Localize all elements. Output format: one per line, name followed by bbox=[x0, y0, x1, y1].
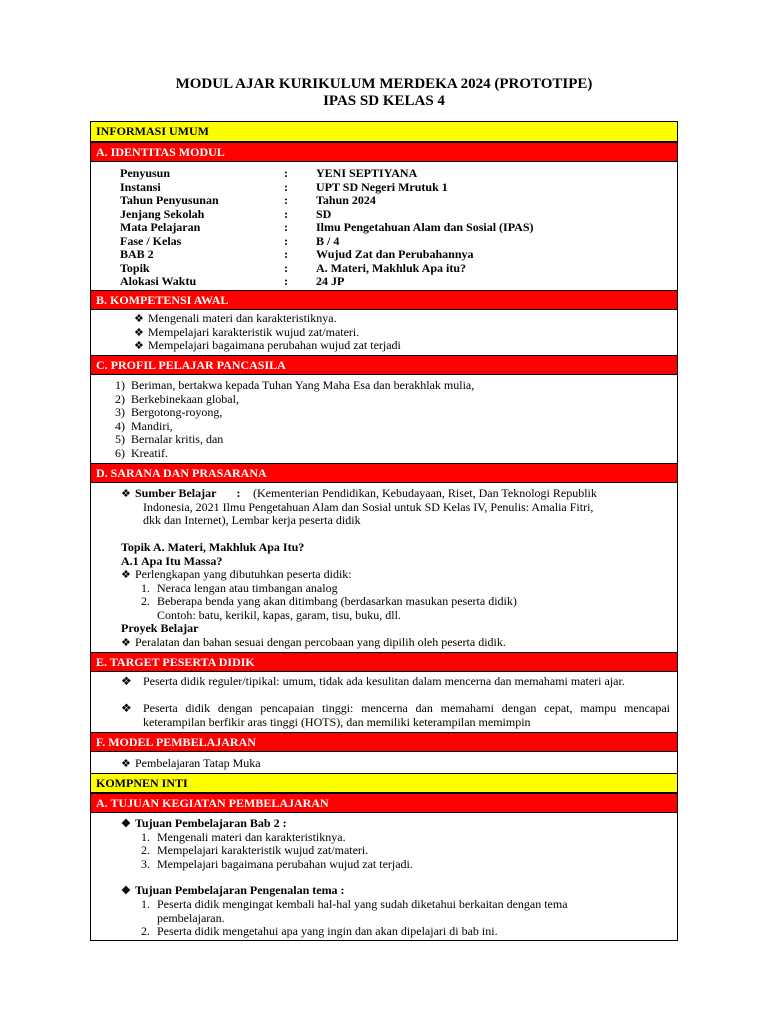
section-informasi-umum: INFORMASI UMUM bbox=[91, 122, 677, 142]
sumber-belajar-line: dkk dan Internet), Lembar kerja peserta didik bbox=[143, 513, 361, 527]
contoh-text: Contoh: batu, kerikil, kapas, garam, tisu, buku, dll. bbox=[157, 607, 401, 622]
diamond-bullet-icon: ❖ bbox=[134, 313, 144, 325]
list-item: 3) Bergotong-royong, bbox=[115, 405, 223, 419]
list-item: 5) Bernalar kritis, dan bbox=[115, 432, 224, 446]
module-table: INFORMASI UMUM A. IDENTITAS MODUL Penyusun : YENI SEPTIYANA Instansi : UPT SD Negeri Mrutuk 1 Tahun Penyusunan : Tahun 2024 Jenjang Sekolah : SD Mata Pelajaran : Ilmu Pengetahuan Alam dan Sosial (IPAS) Fase / Kelas : B / 4 BAB 2 : Wujud Zat dan Perubahannya Topik : A. Materi, Makhluk Apa itu? Alokasi Waktu : 24 JP B. KOMPETENSI AWAL ❖ Mengenali materi dan karakteristiknya. ❖ Mempelajari karakteristik wujud zat/materi. ❖ Mempelajari bagaimana perubahan wujud zat terjadi C. PROFIL PELAJAR PANCASILA 1) Beriman, bertakwa kepada Tuhan Yang Maha Esa dan berakhlak mulia, 2) Berkebinekaan global, 3) Bergotong-royong, 4) Mandiri, 5) Bernalar kritis, dan 6) Kreatif. D. SARANA DAN PRASARANA ❖ Sumber Belajar : (Kementerian Pendidikan, Kebudayaan, Riset, Dan Teknologi Republik Indonesia, 2021 Ilmu Pengetahuan Alam dan Sosial untuk SD Kelas IV, Penulis: Amalia Fitri, dkk dan Internet), Lembar kerja peserta didik Topik A. Materi, Makhluk Apa Itu? A.1 Apa Itu Massa? ❖ Perlengkapan yang dibutuhkan peserta didik: 1. Neraca lengan atau timbangan analog 2. Beberapa benda yang akan ditimbang (berdasarkan masukan peserta didik) Contoh: batu, kerikil, kapas, garam, tisu, buku, dll. Proyek Belajar ❖ Peralatan dan bahan sesuai dengan percobaan yang dipilih oleh peserta didik. E. TARGET PESERTA DIDIK ❖ Peserta didik reguler/tipikal: umum, tidak ada kesulitan dalam mencerna dan memahami materi ajar. ❖ Peserta didik dengan pencapaian tinggi: mencerna dan memahami dengan cepat, mampu mencapai keterampilan berfikir aras tinggi (HOTS), dan memiliki keterampilan memimpin F. MODEL PEMBELAJARAN ❖ Pembelajaran Tatap Muka KOMPNEN INTI A. TUJUAN KEGIATAN PEMBELAJARAN ❖ Tujuan Pembelajaran Bab 2 : 1. Mengenali materi dan karakteristiknya. 2. Mempelajari karakteristik wujud zat/materi. 3. Mempelajari bagaimana perubahan wujud zat terjadi. ❖ Tujuan Pembelajaran Pengenalan tema : 1. Peserta didik mengingat kembali hal-hal yang sudah diketahui berkaitan dengan tema pembelajaran. 2. Peserta didik mengetahui apa yang ingin dan akan dipelajari di bab ini. bbox=[90, 121, 678, 941]
list-item: ❖ Mengenali materi dan karakteristiknya. bbox=[134, 311, 337, 325]
list-item: 2. Mempelajari karakteristik wujud zat/materi. bbox=[141, 843, 369, 857]
list-item: Peserta didik reguler/tipikal: umum, tidak ada kesulitan dalam mencerna dan memahami materi ajar. bbox=[143, 674, 625, 688]
diamond-bullet-icon: ❖ bbox=[121, 758, 131, 770]
section-model-pembelajaran: F. MODEL PEMBELAJARAN bbox=[91, 732, 677, 752]
list-item: 2. Peserta didik mengetahui apa yang ingin dan akan dipelajari di bab ini. bbox=[141, 924, 498, 938]
tujuan-bab-heading: ❖ Tujuan Pembelajaran Bab 2 : bbox=[121, 816, 287, 830]
diamond-bullet-icon: ❖ bbox=[121, 885, 131, 897]
proyek-heading: Proyek Belajar bbox=[121, 621, 199, 635]
section-kompetensi-awal: B. KOMPETENSI AWAL bbox=[91, 290, 677, 310]
list-item-continuation: pembelajaran. bbox=[157, 910, 225, 925]
list-item: ❖ Perlengkapan yang dibutuhkan peserta didik: bbox=[121, 567, 352, 581]
section-sarana-prasarana: D. SARANA DAN PRASARANA bbox=[91, 463, 677, 483]
diamond-bullet-icon: ❖ bbox=[121, 569, 131, 581]
list-item: Peserta didik dengan pencapaian tinggi: mencerna dan memahami dengan cepat, mampu mencapai keterampilan berfikir aras tinggi (HOTS), dan memiliki keterampilan memimpin bbox=[143, 701, 670, 729]
subtopik-heading: A.1 Apa Itu Massa? bbox=[121, 553, 223, 568]
list-item: ❖ Mempelajari karakteristik wujud zat/materi. bbox=[134, 324, 360, 339]
diamond-bullet-icon: ❖ bbox=[121, 636, 131, 649]
section-komponen-inti: KOMPNEN INTI bbox=[91, 773, 677, 793]
list-item: 6) Kreatif. bbox=[115, 445, 168, 460]
title-line-1: MODUL AJAR KURIKULUM MERDEKA 2024 (PROTOTIPE) bbox=[175, 76, 593, 92]
list-item: 1. Mengenali materi dan karakteristiknya. bbox=[141, 829, 346, 844]
section-tujuan-kegiatan: A. TUJUAN KEGIATAN PEMBELAJARAN bbox=[91, 793, 677, 813]
diamond-bullet-icon: ❖ bbox=[121, 674, 132, 688]
tujuan-tema-heading: ❖ Tujuan Pembelajaran Pengenalan tema : bbox=[121, 883, 345, 897]
diamond-bullet-icon: ❖ bbox=[121, 701, 132, 715]
sumber-belajar-line: ❖ Sumber Belajar : (Kementerian Pendidikan, Kebudayaan, Riset, Dan Teknologi Republik bbox=[121, 486, 597, 500]
diamond-bullet-icon: ❖ bbox=[121, 818, 131, 830]
diamond-bullet-icon: ❖ bbox=[134, 326, 144, 339]
list-item: ❖ Mempelajari bagaimana perubahan wujud zat terjadi bbox=[134, 338, 401, 352]
list-item: ❖ Pembelajaran Tatap Muka bbox=[121, 756, 261, 770]
list-item: 4) Mandiri, bbox=[115, 418, 173, 433]
list-item: 1. Neraca lengan atau timbangan analog bbox=[141, 580, 338, 595]
topik-heading: Topik A. Materi, Makhluk Apa Itu? bbox=[121, 540, 305, 554]
section-profil-pelajar: C. PROFIL PELAJAR PANCASILA bbox=[91, 355, 677, 375]
sumber-belajar-line: Indonesia, 2021 Ilmu Pengetahuan Alam dan Sosial untuk SD Kelas IV, Penulis: Amalia Fitri, bbox=[143, 499, 594, 514]
list-item: 2. Beberapa benda yang akan ditimbang (berdasarkan masukan peserta didik) bbox=[141, 594, 517, 608]
section-identitas-modul: A. IDENTITAS MODUL bbox=[91, 142, 677, 162]
list-item: 1) Beriman, bertakwa kepada Tuhan Yang Maha Esa dan berakhlak mulia, bbox=[115, 378, 475, 392]
list-item: 1. Peserta didik mengingat kembali hal-hal yang sudah diketahui berkaitan dengan tema bbox=[141, 897, 568, 911]
diamond-bullet-icon: ❖ bbox=[121, 488, 131, 500]
list-item: ❖ Peralatan dan bahan sesuai dengan percobaan yang dipilih oleh peserta didik. bbox=[121, 634, 506, 649]
diamond-bullet-icon: ❖ bbox=[134, 340, 144, 352]
list-item: 3. Mempelajari bagaimana perubahan wujud zat terjadi. bbox=[141, 856, 413, 871]
list-item: 2) Berkebinekaan global, bbox=[115, 391, 239, 406]
section-target-peserta: E. TARGET PESERTA DIDIK bbox=[91, 652, 677, 672]
document-title bbox=[0, 76, 768, 110]
title-line-2: IPAS SD KELAS 4 bbox=[323, 93, 445, 109]
